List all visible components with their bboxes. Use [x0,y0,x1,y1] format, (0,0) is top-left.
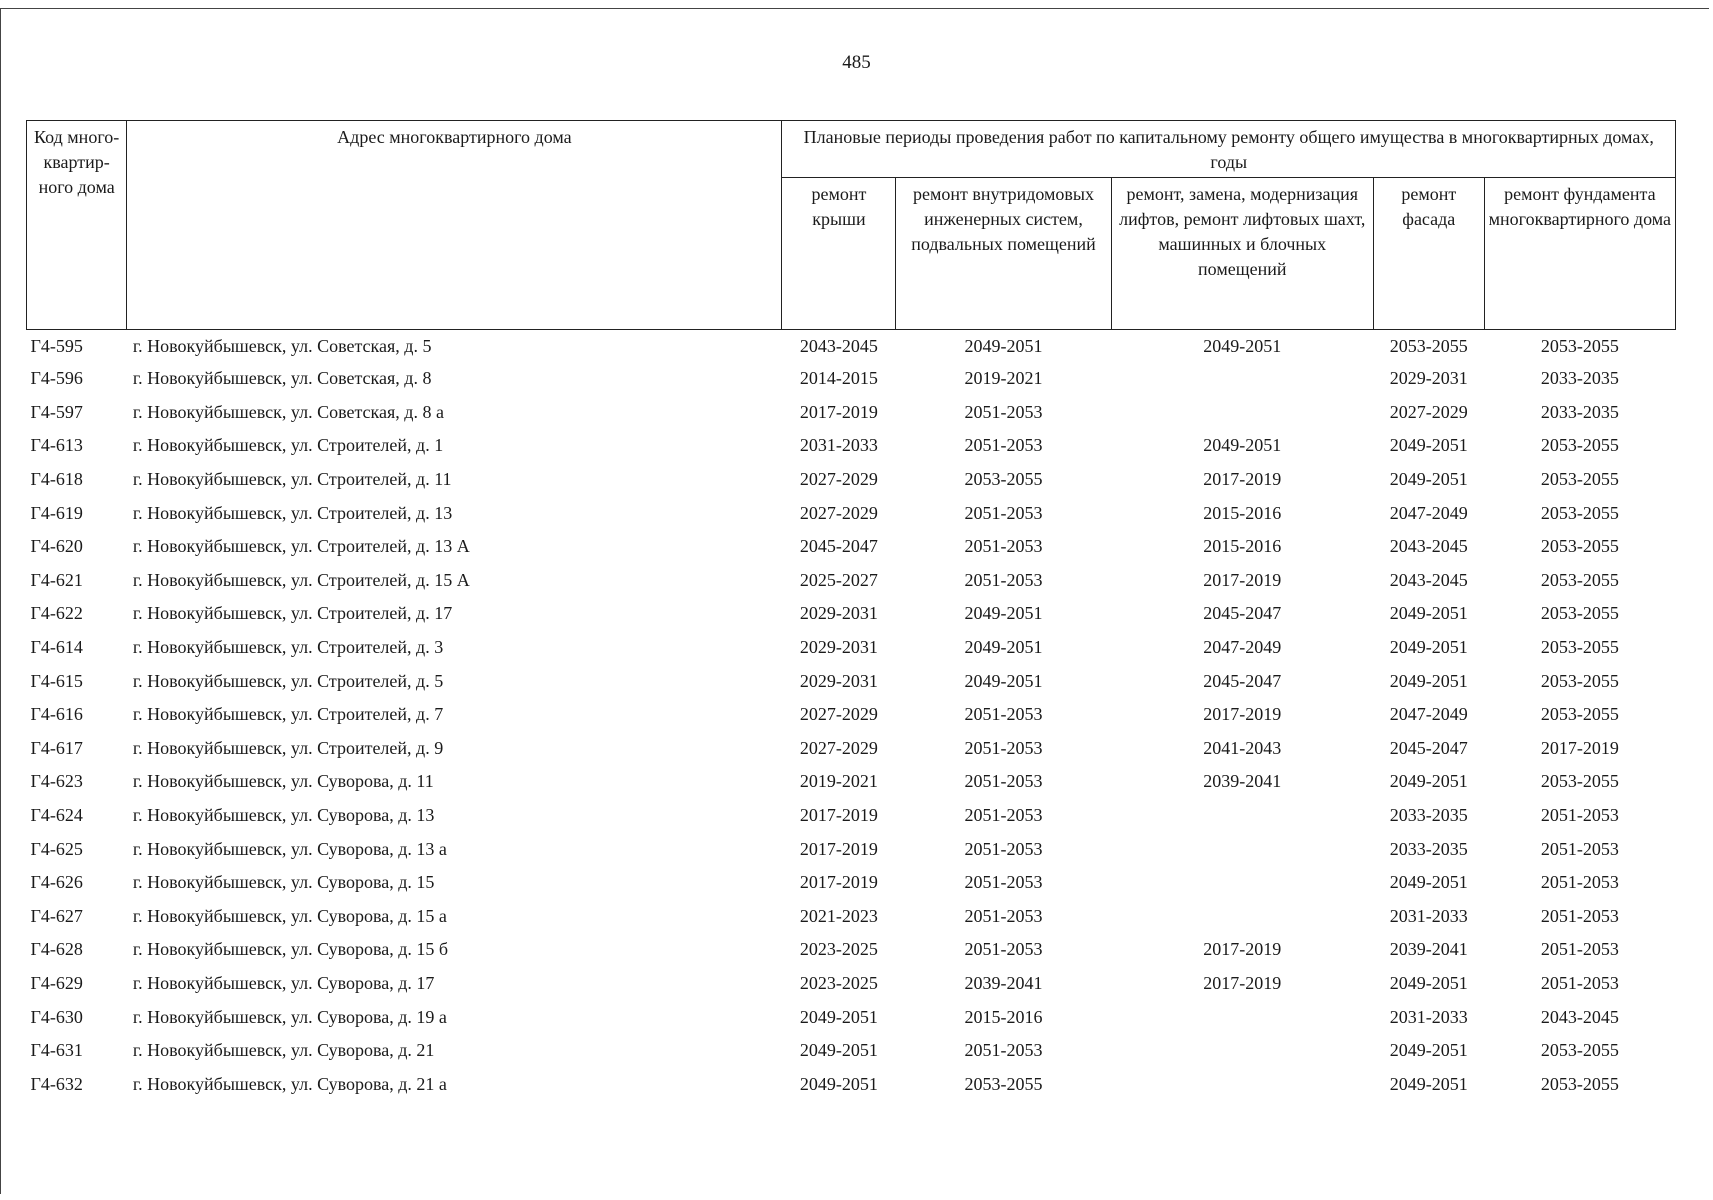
cell-systems: 2051-2053 [964,771,1043,792]
table-row [27,1067,1676,1101]
cell-code: Г4-613 [30,435,83,456]
table-row [27,1000,1676,1034]
cell-address: г. Новокуйбышевск, ул. Суворова, д. 11 [132,771,434,792]
cell-lifts: 2017-2019 [1203,939,1282,960]
cell-systems: 2049-2051 [964,603,1043,624]
cell-systems: 2051-2053 [964,838,1043,859]
cell-foundation: 2051-2053 [1540,872,1619,893]
header-lifts: ремонт, замена, модернизация лифтов, ремонт лифтовых шахт, машинных и блочных помещений [1111,178,1373,330]
cell-address: г. Новокуйбышевск, ул. Суворова, д. 19 а [132,1006,447,1027]
cell-foundation: 2051-2053 [1540,939,1619,960]
cell-address: г. Новокуйбышевск, ул. Суворова, д. 17 [132,972,435,993]
cell-systems: 2051-2053 [964,939,1043,960]
cell-facade: 2045-2047 [1389,737,1468,758]
cell-address: г. Новокуйбышевск, ул. Советская, д. 8 а [132,401,444,422]
cell-roof: 2049-2051 [799,1040,878,1061]
cell-foundation: 2053-2055 [1540,469,1619,490]
cell-facade: 2049-2051 [1389,972,1468,993]
cell-roof: 2027-2029 [799,502,878,523]
cell-roof: 2027-2029 [799,704,878,725]
cell-systems: 2051-2053 [964,805,1043,826]
cell-systems: 2053-2055 [964,469,1043,490]
cell-foundation: 2053-2055 [1540,569,1619,590]
cell-lifts: 2015-2016 [1203,536,1282,557]
capital-repair-table [26,120,1676,1101]
cell-facade: 2029-2031 [1389,368,1468,389]
cell-address: г. Новокуйбышевск, ул. Строителей, д. 15 А [132,569,470,590]
table-row [27,900,1676,934]
table-row [27,631,1676,665]
cell-foundation: 2033-2035 [1540,368,1619,389]
cell-address: г. Новокуйбышевск, ул. Строителей, д. 3 [132,637,444,658]
cell-facade: 2039-2041 [1389,939,1468,960]
cell-address: г. Новокуйбышевск, ул. Суворова, д. 21 [132,1040,435,1061]
cell-systems: 2039-2041 [964,972,1043,993]
cell-systems: 2049-2051 [964,335,1043,356]
cell-lifts [1111,832,1373,866]
cell-address: г. Новокуйбышевск, ул. Суворова, д. 13 [132,805,435,826]
cell-address: г. Новокуйбышевск, ул. Суворова, д. 15 [132,872,435,893]
cell-code: Г4-629 [30,972,83,993]
cell-foundation: 2043-2045 [1540,1006,1619,1027]
cell-address: г. Новокуйбышевск, ул. Суворова, д. 13 а [132,838,447,859]
cell-roof: 2027-2029 [799,469,878,490]
table-row [27,530,1676,564]
cell-systems: 2051-2053 [964,435,1043,456]
cell-systems: 2051-2053 [964,401,1043,422]
cell-address: г. Новокуйбышевск, ул. Строителей, д. 1 [132,435,444,456]
cell-foundation: 2033-2035 [1540,401,1619,422]
table-row [27,799,1676,833]
cell-roof: 2029-2031 [799,603,878,624]
cell-roof: 2031-2033 [799,435,878,456]
cell-systems: 2051-2053 [964,737,1043,758]
cell-lifts: 2015-2016 [1203,502,1282,523]
cell-roof: 2049-2051 [799,1073,878,1094]
cell-foundation: 2053-2055 [1540,502,1619,523]
cell-facade: 2047-2049 [1389,502,1468,523]
cell-roof: 2017-2019 [799,872,878,893]
table-row [27,396,1676,430]
cell-lifts [1111,1000,1373,1034]
cell-lifts: 2017-2019 [1203,704,1282,725]
cell-lifts [1111,1067,1373,1101]
cell-code: Г4-623 [30,771,83,792]
cell-lifts: 2049-2051 [1203,435,1282,456]
cell-systems: 2051-2053 [964,704,1043,725]
cell-facade: 2027-2029 [1389,401,1468,422]
cell-facade: 2043-2045 [1389,569,1468,590]
table-header [27,121,1676,330]
cell-lifts [1111,799,1373,833]
cell-facade: 2031-2033 [1389,905,1468,926]
cell-foundation: 2053-2055 [1540,335,1619,356]
cell-foundation: 2053-2055 [1540,704,1619,725]
table-row [27,832,1676,866]
cell-code: Г4-618 [30,469,83,490]
header-code: Код много-квартир-ного дома [27,121,127,330]
cell-foundation: 2053-2055 [1540,670,1619,691]
cell-roof: 2029-2031 [799,670,878,691]
table-body [27,330,1676,1102]
table-row [27,564,1676,598]
cell-address: г. Новокуйбышевск, ул. Строителей, д. 11 [132,469,452,490]
cell-roof: 2045-2047 [799,536,878,557]
cell-lifts [1111,362,1373,396]
cell-code: Г4-625 [30,838,83,859]
header-foundation: ремонт фундамента многоквартирного дома [1484,178,1675,330]
cell-lifts [1111,1034,1373,1068]
header-facade: ремонт фасада [1373,178,1484,330]
cell-systems: 2015-2016 [964,1006,1043,1027]
cell-code: Г4-620 [30,536,83,557]
cell-code: Г4-630 [30,1006,83,1027]
cell-facade: 2043-2045 [1389,536,1468,557]
page-number: 485 [842,52,871,73]
cell-systems: 2051-2053 [964,905,1043,926]
table-row [27,597,1676,631]
header-roof: ремонт крыши [782,178,896,330]
cell-roof: 2017-2019 [799,805,878,826]
cell-foundation: 2017-2019 [1540,737,1619,758]
cell-lifts: 2017-2019 [1203,972,1282,993]
cell-facade: 2049-2051 [1389,1073,1468,1094]
cell-address: г. Новокуйбышевск, ул. Строителей, д. 5 [132,670,444,691]
cell-code: Г4-627 [30,905,83,926]
cell-roof: 2014-2015 [799,368,878,389]
cell-code: Г4-622 [30,603,83,624]
table-row [27,933,1676,967]
cell-address: г. Новокуйбышевск, ул. Советская, д. 5 [132,335,432,356]
cell-systems: 2051-2053 [964,502,1043,523]
cell-foundation: 2051-2053 [1540,972,1619,993]
cell-systems: 2051-2053 [964,1040,1043,1061]
table-row [27,866,1676,900]
cell-foundation: 2053-2055 [1540,771,1619,792]
cell-code: Г4-617 [30,737,83,758]
cell-lifts [1111,866,1373,900]
cell-systems: 2049-2051 [964,637,1043,658]
cell-roof: 2027-2029 [799,737,878,758]
cell-systems: 2019-2021 [964,368,1043,389]
cell-code: Г4-596 [30,368,83,389]
cell-facade: 2049-2051 [1389,872,1468,893]
cell-lifts [1111,900,1373,934]
cell-facade: 2049-2051 [1389,771,1468,792]
header-periods: Плановые периоды проведения работ по капитальному ремонту общего имущества в многоквартирных домах, годы [782,121,1676,178]
cell-code: Г4-628 [30,939,83,960]
cell-facade: 2047-2049 [1389,704,1468,725]
cell-lifts: 2017-2019 [1203,469,1282,490]
cell-lifts: 2047-2049 [1203,637,1282,658]
cell-foundation: 2053-2055 [1540,1073,1619,1094]
cell-foundation: 2053-2055 [1540,603,1619,624]
cell-address: г. Новокуйбышевск, ул. Строителей, д. 9 [132,737,444,758]
cell-lifts: 2045-2047 [1203,670,1282,691]
cell-facade: 2049-2051 [1389,1040,1468,1061]
cell-address: г. Новокуйбышевск, ул. Строителей, д. 7 [132,704,444,725]
table-row [27,362,1676,396]
cell-address: г. Новокуйбышевск, ул. Строителей, д. 13 [132,502,453,523]
table-row [27,765,1676,799]
cell-lifts: 2041-2043 [1203,737,1282,758]
table-row [27,698,1676,732]
cell-address: г. Новокуйбышевск, ул. Строителей, д. 13 А [132,536,470,557]
cell-roof: 2029-2031 [799,637,878,658]
cell-code: Г4-597 [30,401,83,422]
cell-code: Г4-595 [30,335,83,356]
cell-systems: 2051-2053 [964,872,1043,893]
table-row [27,330,1676,363]
cell-roof: 2017-2019 [799,838,878,859]
cell-roof: 2049-2051 [799,1006,878,1027]
cell-roof: 2023-2025 [799,939,878,960]
cell-foundation: 2053-2055 [1540,1040,1619,1061]
cell-systems: 2053-2055 [964,1073,1043,1094]
cell-code: Г4-619 [30,502,83,523]
cell-lifts: 2039-2041 [1203,771,1282,792]
cell-roof: 2017-2019 [799,401,878,422]
cell-address: г. Новокуйбышевск, ул. Суворова, д. 15 а [132,905,447,926]
cell-roof: 2025-2027 [799,569,878,590]
cell-address: г. Новокуйбышевск, ул. Суворова, д. 21 а [132,1073,447,1094]
table-row [27,463,1676,497]
cell-roof: 2019-2021 [799,771,878,792]
cell-facade: 2053-2055 [1389,335,1468,356]
cell-facade: 2049-2051 [1389,637,1468,658]
cell-lifts: 2017-2019 [1203,569,1282,590]
cell-facade: 2049-2051 [1389,603,1468,624]
cell-facade: 2033-2035 [1389,805,1468,826]
table-row [27,1034,1676,1068]
cell-lifts: 2049-2051 [1203,335,1282,356]
cell-foundation: 2053-2055 [1540,536,1619,557]
cell-foundation: 2053-2055 [1540,435,1619,456]
cell-code: Г4-632 [30,1073,83,1094]
cell-facade: 2049-2051 [1389,469,1468,490]
table-row [27,429,1676,463]
cell-roof: 2023-2025 [799,972,878,993]
cell-facade: 2033-2035 [1389,838,1468,859]
table-row [27,496,1676,530]
cell-code: Г4-621 [30,569,83,590]
header-systems: ремонт внутридомовых инженерных систем, подвальных помещений [896,178,1111,330]
table-row [27,664,1676,698]
cell-code: Г4-624 [30,805,83,826]
cell-systems: 2051-2053 [964,536,1043,557]
cell-address: г. Новокуйбышевск, ул. Советская, д. 8 [132,368,432,389]
cell-code: Г4-626 [30,872,83,893]
cell-systems: 2051-2053 [964,569,1043,590]
cell-code: Г4-616 [30,704,83,725]
cell-facade: 2031-2033 [1389,1006,1468,1027]
table-row [27,967,1676,1001]
header-address: Адрес многоквартирного дома [127,121,782,330]
table-row [27,732,1676,766]
cell-foundation: 2051-2053 [1540,805,1619,826]
cell-systems: 2049-2051 [964,670,1043,691]
cell-foundation: 2051-2053 [1540,838,1619,859]
cell-code: Г4-631 [30,1040,83,1061]
cell-code: Г4-615 [30,670,83,691]
cell-address: г. Новокуйбышевск, ул. Строителей, д. 17 [132,603,453,624]
cell-address: г. Новокуйбышевск, ул. Суворова, д. 15 б [132,939,449,960]
cell-foundation: 2053-2055 [1540,637,1619,658]
cell-facade: 2049-2051 [1389,670,1468,691]
cell-code: Г4-614 [30,637,83,658]
cell-lifts [1111,396,1373,430]
cell-facade: 2049-2051 [1389,435,1468,456]
cell-roof: 2043-2045 [799,335,878,356]
cell-foundation: 2051-2053 [1540,905,1619,926]
cell-lifts: 2045-2047 [1203,603,1282,624]
cell-roof: 2021-2023 [799,905,878,926]
